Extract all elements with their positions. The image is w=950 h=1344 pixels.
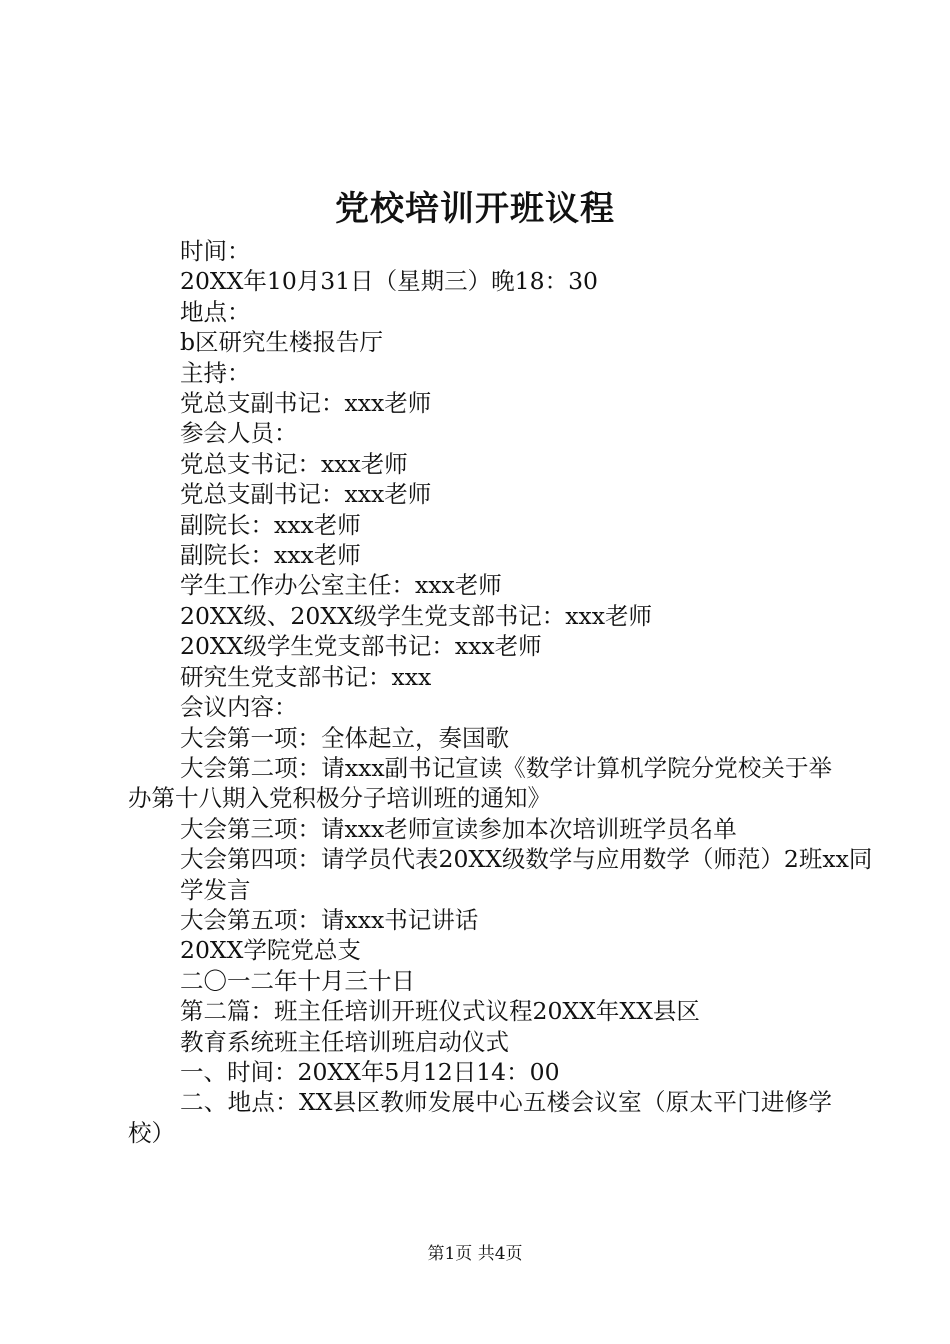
paragraph: 大会第二项：请xxx副书记宣读《数学计算机学院分党校关于举办第十八期入党积极分子培训班的通知》 [128, 753, 832, 813]
paragraph: 20XX年10月31日（星期三）晚18：30 [180, 267, 598, 296]
paragraph: 20XX学院党总支 [180, 936, 361, 965]
paragraph: 第二篇：班主任培训开班仪式议程20XX年XX县区 [180, 997, 700, 1026]
paragraph: 时间： [180, 237, 251, 265]
paragraph: 研究生党支部书记：xxx [180, 662, 432, 691]
paragraph: 主持： [180, 358, 251, 387]
paragraph: 一、时间：20XX年5月12日14：00 [180, 1057, 560, 1086]
paragraph: 地点： [180, 297, 251, 326]
paragraph: 学发言 [180, 875, 251, 904]
paragraph: 20XX级学生党支部书记：xxx老师 [180, 632, 542, 661]
paragraph: 党总支副书记：xxx老师 [180, 389, 432, 418]
paragraph: 会议内容： [180, 693, 298, 722]
paragraph: 大会第五项：请xxx书记讲话 [180, 905, 479, 934]
paragraph: 大会第一项：全体起立，奏国歌 [180, 723, 509, 752]
paragraph: 党总支书记：xxx老师 [180, 449, 408, 478]
paragraph: 副院长：xxx老师 [180, 541, 361, 570]
paragraph: 大会第四项：请学员代表20XX级数学与应用数学（师范）2班xx同 [180, 845, 873, 874]
document-title: 党校培训开班议程 [335, 189, 615, 229]
paragraph: 参会人员： [180, 419, 298, 448]
paragraph: 学生工作办公室主任：xxx老师 [180, 571, 502, 600]
paragraph: b区研究生楼报告厅 [180, 328, 384, 357]
paragraph: 二〇一二年十月三十日 [180, 966, 415, 995]
paragraph: 党总支副书记：xxx老师 [180, 480, 432, 509]
paragraph: 20XX级、20XX级学生党支部书记：xxx老师 [180, 601, 652, 630]
paragraph: 二、地点：XX县区教师发展中心五楼会议室（原太平门进修学校） [128, 1088, 832, 1147]
paragraph: 教育系统班主任培训班启动仪式 [180, 1027, 509, 1056]
paragraph: 大会第三项：请xxx老师宣读参加本次培训班学员名单 [180, 814, 737, 843]
document-body [128, 236, 873, 1148]
page-footer: 第1页 共4页 [427, 1244, 523, 1264]
paragraph: 副院长：xxx老师 [180, 510, 361, 539]
